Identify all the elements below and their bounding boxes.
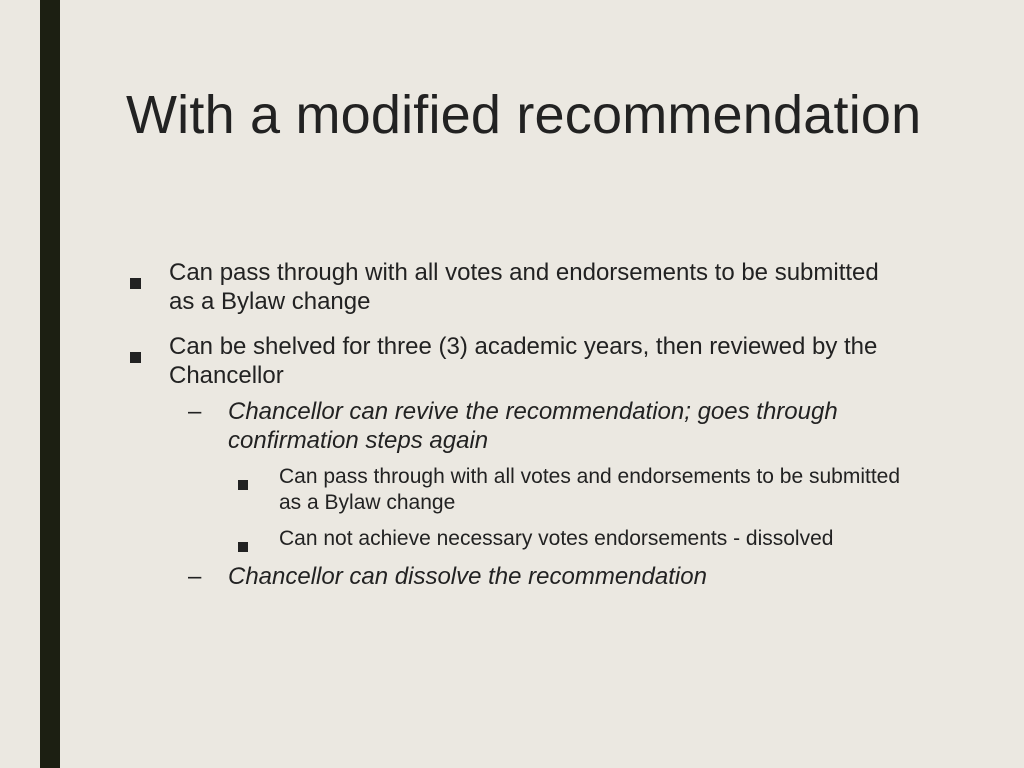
bullet-text: Can be shelved for three (3) academic years, then reviewed by the Chancellor — [169, 333, 878, 389]
sub-sub-bullet-item — [126, 464, 906, 516]
square-bullet-icon — [130, 268, 141, 297]
square-bullet-icon — [238, 534, 248, 560]
dash-bullet-icon: – — [188, 563, 202, 590]
bullet-item — [126, 332, 906, 390]
bullet-item — [126, 258, 906, 316]
dash-bullet-icon: – — [188, 398, 202, 425]
accent-bar — [40, 0, 60, 768]
sub-bullet-item — [126, 397, 906, 455]
slide-title: With a modified recommendation — [126, 85, 922, 145]
sub-bullet-text: Chancellor can revive the recommendation; goes through confirmation steps again — [228, 398, 838, 454]
sub-sub-bullet-item — [126, 526, 906, 552]
bullet-list — [126, 258, 906, 600]
bullet-text: Can pass through with all votes and endorsements to be submitted as a Bylaw change — [169, 259, 879, 315]
square-bullet-icon — [238, 472, 248, 498]
sub-bullet-text: Chancellor can dissolve the recommendation — [228, 563, 707, 590]
sub-bullet-item — [126, 562, 906, 591]
sub-sub-bullet-text: Can pass through with all votes and endorsements to be submitted as a Bylaw change — [279, 465, 901, 514]
sub-sub-bullet-text: Can not achieve necessary votes endorsements - dissolved — [279, 527, 834, 550]
square-bullet-icon — [130, 342, 141, 371]
